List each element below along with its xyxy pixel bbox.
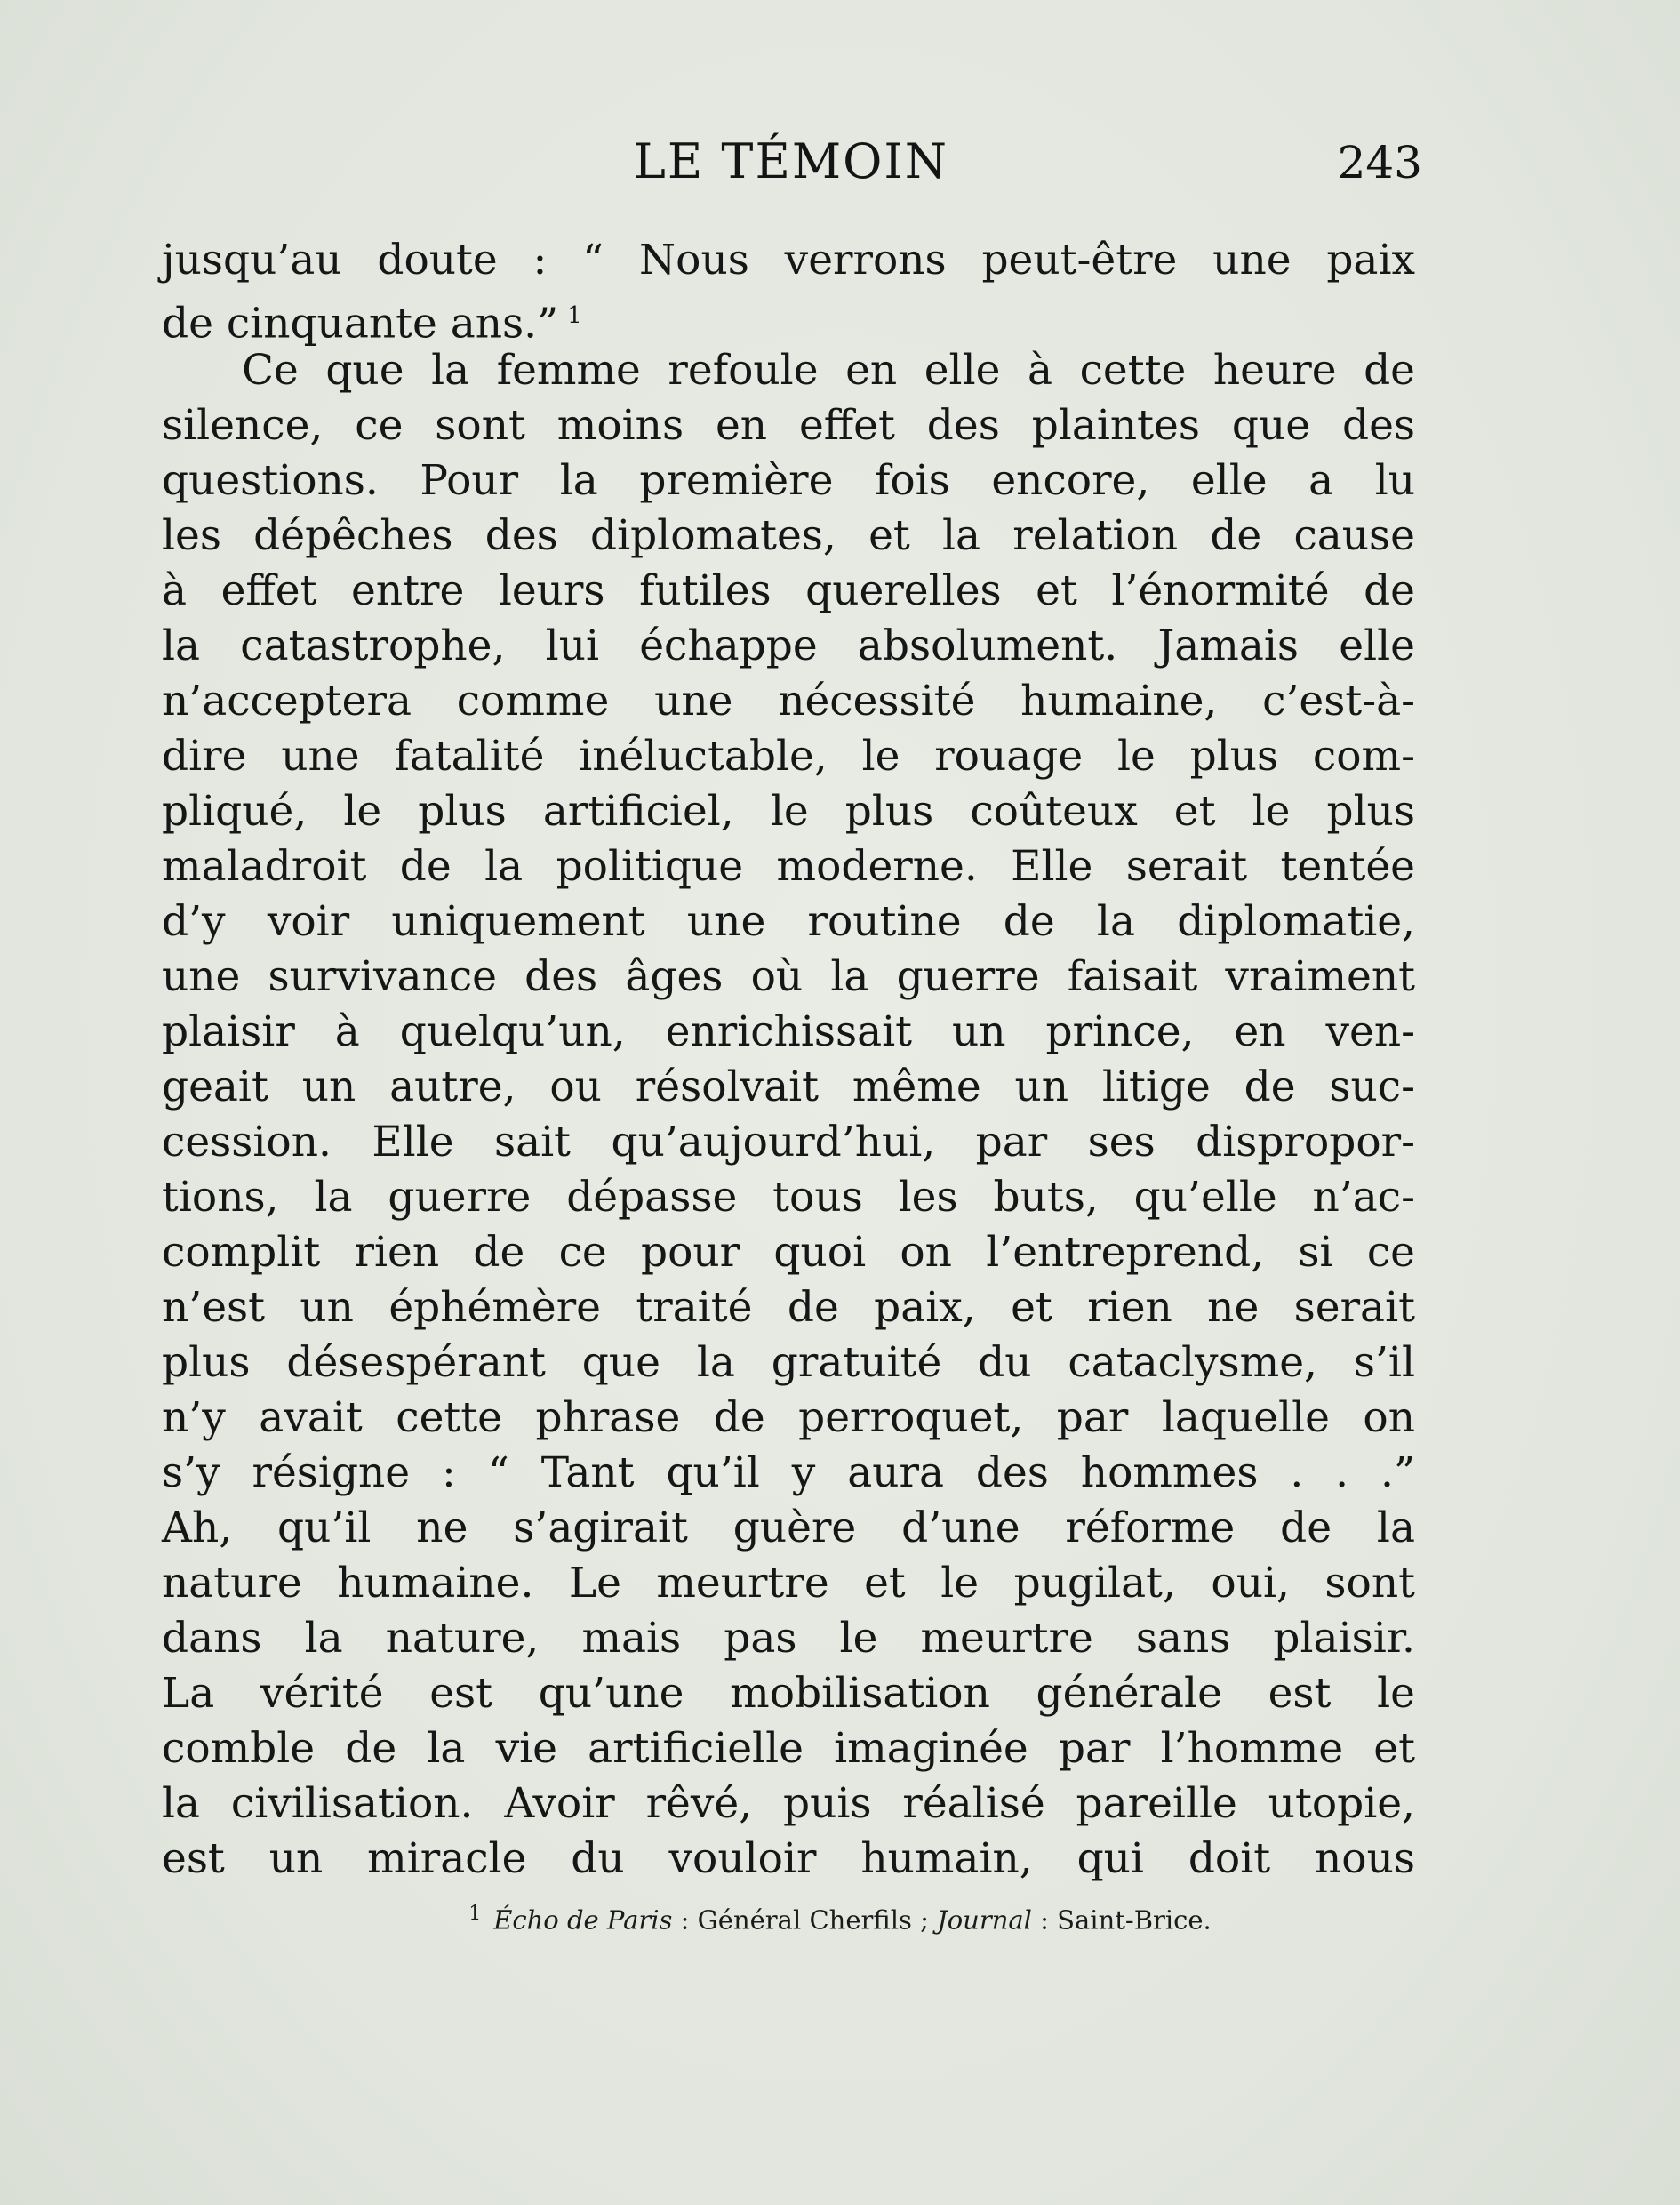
footnote-source-journal: Journal	[937, 1904, 1032, 1936]
text-line: n’y avait cette phrase de perroquet, par laquelle on	[162, 1393, 1415, 1442]
text-line-with-footnote	[162, 288, 1415, 349]
text-line: à effet entre leurs futiles querelles et l’énormité de	[162, 566, 1415, 615]
footnote-mark: 1	[468, 1903, 482, 1925]
text-line: les dépêches des diplomates, et la relation de cause	[162, 511, 1415, 560]
footnote-author-1: : Général Cherfils ;	[672, 1904, 938, 1936]
text-line: geait un autre, ou résolvait même un litige de suc-	[162, 1062, 1415, 1111]
text-line: complit rien de ce pour quoi on l’entreprend, si ce	[162, 1228, 1415, 1277]
text-line: silence, ce sont moins en effet des plaintes que des	[162, 401, 1415, 450]
footnote	[0, 1903, 1680, 1936]
text-line: plus désespérant que la gratuité du cataclysme, s’il	[162, 1338, 1415, 1387]
running-title: LE TÉMOIN	[633, 133, 949, 189]
text-line: la catastrophe, lui échappe absolument. Jamais elle	[162, 621, 1415, 670]
footnote-author-2: : Saint-Brice.	[1031, 1904, 1212, 1936]
text-line: tions, la guerre dépasse tous les buts, qu’elle n’ac-	[162, 1173, 1415, 1222]
text-line: nature humaine. Le meurtre et le pugilat, oui, sont	[162, 1559, 1415, 1608]
text-line: questions. Pour la première fois encore, elle a lu	[162, 456, 1415, 505]
text-line: Ah, qu’il ne s’agirait guère d’une réforme de la	[162, 1503, 1415, 1552]
text-line: cession. Elle sait qu’aujourd’hui, par ses dispropor-	[162, 1118, 1415, 1167]
text-line: dans la nature, mais pas le meurtre sans plaisir.	[162, 1614, 1415, 1663]
text-line: La vérité est qu’une mobilisation générale est le	[162, 1669, 1415, 1718]
footnote-source-echo: Écho de Paris	[493, 1904, 673, 1936]
text-line: de cinquante ans.”	[162, 299, 559, 349]
text-line: est un miracle du vouloir humain, qui doit nous	[162, 1834, 1415, 1883]
text-line: s’y résigne : “ Tant qu’il y aura des hommes . . .”	[162, 1448, 1415, 1497]
text-line: plaisir à quelqu’un, enrichissait un prince, en ven-	[162, 1007, 1415, 1056]
text-line: une survivance des âges où la guerre faisait vraiment	[162, 952, 1415, 1001]
page-number: 243	[1337, 137, 1422, 188]
text-line: d’y voir uniquement une routine de la diplomatie,	[162, 897, 1415, 946]
page-header	[169, 133, 1422, 204]
paragraph-start-line: Ce que la femme refoule en elle à cette heure de	[242, 346, 1415, 395]
footnote-reference: 1	[567, 302, 582, 329]
text-line: dire une fatalité inéluctable, le rouage le plus com-	[162, 732, 1415, 781]
body-text	[162, 233, 1415, 1887]
text-line: comble de la vie artificielle imaginée par l’homme et	[162, 1724, 1415, 1773]
text-line: jusqu’au doute : “ Nous verrons peut-être une paix	[162, 236, 1415, 285]
text-line: la civilisation. Avoir rêvé, puis réalisé pareille utopie,	[162, 1779, 1415, 1828]
text-line: pliqué, le plus artificiel, le plus coûteux et le plus	[162, 787, 1415, 836]
text-line: n’est un éphémère traité de paix, et rien ne serait	[162, 1283, 1415, 1332]
text-line: n’acceptera comme une nécessité humaine, c’est-à-	[162, 677, 1415, 726]
text-line: maladroit de la politique moderne. Elle serait tentée	[162, 842, 1415, 891]
